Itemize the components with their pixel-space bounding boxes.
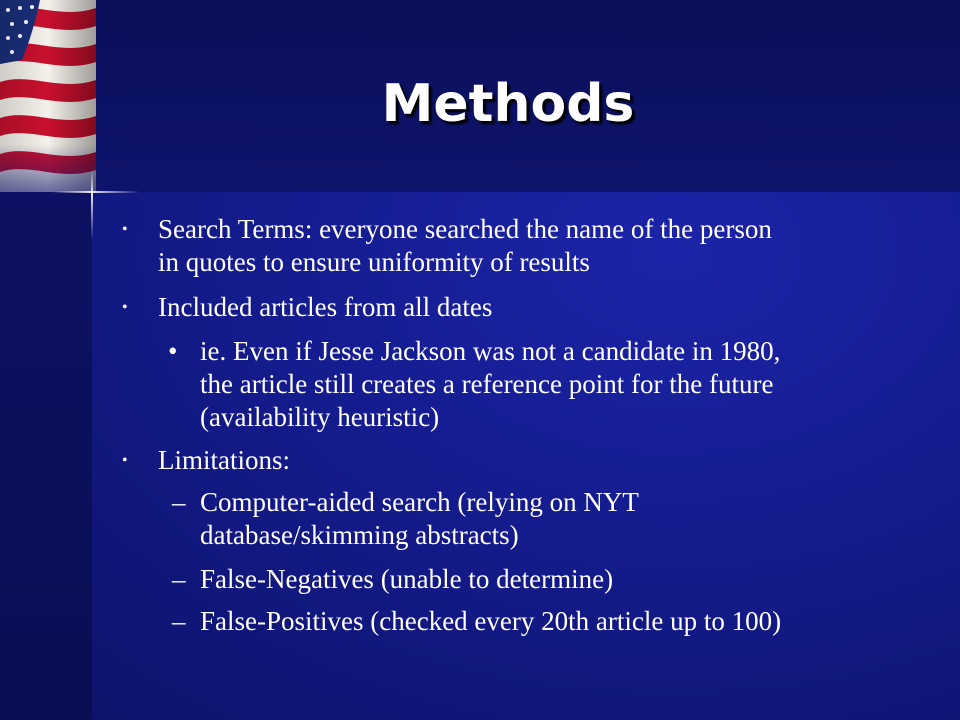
bullet-text (158, 213, 918, 279)
bullet-marker: • (122, 452, 128, 469)
bullet-line: Computer-aided search (relying on NYT (200, 487, 639, 517)
bullet-line: False-Positives (checked every 20th article up to 100) (200, 606, 782, 636)
bullet-marker: • (122, 299, 128, 316)
bullet-text (158, 444, 918, 477)
bullet-text (158, 291, 918, 324)
bullet-text (200, 605, 920, 638)
bullet-marker: • (168, 336, 178, 366)
bullet-text (200, 563, 920, 596)
slide-title: Methods (381, 74, 635, 134)
dash-marker: – (172, 606, 186, 636)
bullet-marker: • (122, 221, 128, 238)
bullet-line: Search Terms: everyone searched the name of the person (158, 214, 772, 244)
bullet-line: ie. Even if Jesse Jackson was not a candidate in 1980, (200, 336, 781, 366)
bullet-line: Included articles from all dates (158, 292, 493, 322)
bullet-line: Limitations: (158, 445, 290, 475)
bullet-line: database/skimming abstracts) (200, 520, 519, 550)
dash-marker: – (172, 564, 186, 594)
bullet-line: (availability heuristic) (200, 402, 440, 432)
bullet-text (200, 335, 920, 434)
bullet-text (200, 486, 920, 552)
bullet-line: False-Negatives (unable to determine) (200, 564, 614, 594)
bullet-line: in quotes to ensure uniformity of results (158, 247, 590, 277)
dash-marker: – (172, 487, 186, 517)
bullet-line: the article still creates a reference point for the future (200, 369, 774, 399)
